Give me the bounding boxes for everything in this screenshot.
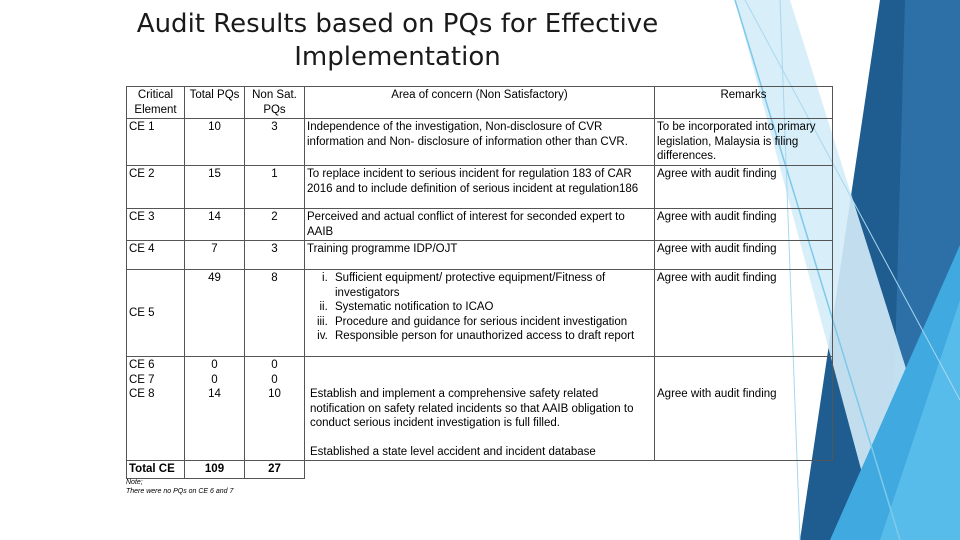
table-row [127, 119, 833, 166]
ce-6-label: CE 6 [129, 359, 155, 371]
cell-ce [127, 357, 185, 461]
header-total-pqs: Total PQs [185, 87, 245, 119]
cell-ce: CE 3 [127, 209, 185, 241]
cell-remarks: Agree with audit finding [655, 241, 833, 270]
table-row [127, 209, 833, 241]
header-remarks: Remarks [655, 87, 833, 119]
cell-total: 10 [185, 119, 245, 166]
cell-area: Independence of the investigation, Non-disclosure of CVR information and Non- disclosure of information other than CVR. [305, 119, 655, 166]
cell-ce: CE 1 [127, 119, 185, 166]
cell-non-sat: 3 [245, 119, 305, 166]
cell-remarks: To be incorporated into primary legislation, Malaysia is filing differences. [655, 119, 833, 166]
cell-total: 49 [185, 270, 245, 357]
table-header-row [127, 87, 833, 119]
footnote-text: There were no PQs on CE 6 and 7 [126, 488, 234, 495]
cell-total: 15 [185, 166, 245, 209]
ce-8-area-extra: Established a state level accident and incident database [310, 445, 596, 458]
footnote [126, 478, 233, 496]
cell-total [185, 357, 245, 461]
header-critical-element: Critical Element [127, 87, 185, 119]
cell-area: Training programme IDP/OJT [305, 241, 655, 270]
total-empty-remarks [655, 461, 833, 479]
ce-8-label: CE 8 [129, 388, 155, 400]
ce-6-7-remarks-empty [657, 358, 830, 387]
total-pqs: 109 [185, 461, 245, 479]
table-row [127, 166, 833, 209]
cell-non-sat: 3 [245, 241, 305, 270]
ce-7-non-sat: 0 [271, 373, 278, 386]
ce-8-remarks: Agree with audit finding [657, 388, 777, 400]
ce-7-total: 0 [211, 373, 218, 386]
total-non-sat: 27 [245, 461, 305, 479]
total-empty-area [305, 461, 655, 479]
ce-6-7-area-empty [307, 358, 652, 387]
cell-area: To replace incident to serious incident for regulation 183 of CAR 2016 and to include definition of serious incident at regulation186 [305, 166, 655, 209]
area-list [307, 271, 652, 344]
table-row [127, 241, 833, 270]
ce-6-non-sat: 0 [271, 359, 278, 371]
table-row [127, 357, 833, 461]
total-row [127, 461, 833, 479]
audit-results-table-wrap [126, 86, 832, 475]
slide-title: Audit Results based on PQs for Effective Implementation [136, 9, 659, 72]
ce-8-total: 14 [208, 388, 221, 400]
cell-total: 7 [185, 241, 245, 270]
table-row [127, 270, 833, 357]
header-area-of-concern: Area of concern (Non Satisfactory) [305, 87, 655, 119]
ce-6-total: 0 [211, 359, 218, 371]
list-item: ii. Systematic notification to ICAO [331, 300, 652, 315]
cell-area [305, 357, 655, 461]
cell-area [305, 270, 655, 357]
cell-non-sat [245, 357, 305, 461]
cell-ce: CE 5 [127, 270, 185, 357]
cell-ce: CE 2 [127, 166, 185, 209]
cell-area: Perceived and actual conflict of interest for seconded expert to AAIB [305, 209, 655, 241]
cell-remarks: Agree with audit finding [655, 270, 833, 357]
ce-8-non-sat: 10 [268, 388, 281, 400]
ce-7-label: CE 7 [129, 373, 155, 386]
header-non-sat-pqs: Non Sat. PQs [245, 87, 305, 119]
cell-non-sat: 8 [245, 270, 305, 357]
cell-non-sat: 2 [245, 209, 305, 241]
cell-total: 14 [185, 209, 245, 241]
list-item: i. Sufficient equipment/ protective equipment/Fitness of investigators [331, 271, 652, 300]
cell-non-sat: 1 [245, 166, 305, 209]
cell-remarks: Agree with audit finding [655, 209, 833, 241]
ce-8-area: Establish and implement a comprehensive safety related notification on safety related incidents so that AAIB obligation to conduct serious incident investigation is full filled. [310, 388, 634, 429]
cell-remarks: Agree with audit finding [655, 166, 833, 209]
list-item: iv. Responsible person for unauthorized access to draft report [331, 329, 652, 344]
list-item: iii. Procedure and guidance for serious incident investigation [331, 315, 652, 330]
total-label: Total CE [127, 461, 185, 479]
cell-ce: CE 4 [127, 241, 185, 270]
footnote-label: Note; [126, 479, 143, 486]
audit-results-table [126, 86, 833, 479]
cell-remarks [655, 357, 833, 461]
